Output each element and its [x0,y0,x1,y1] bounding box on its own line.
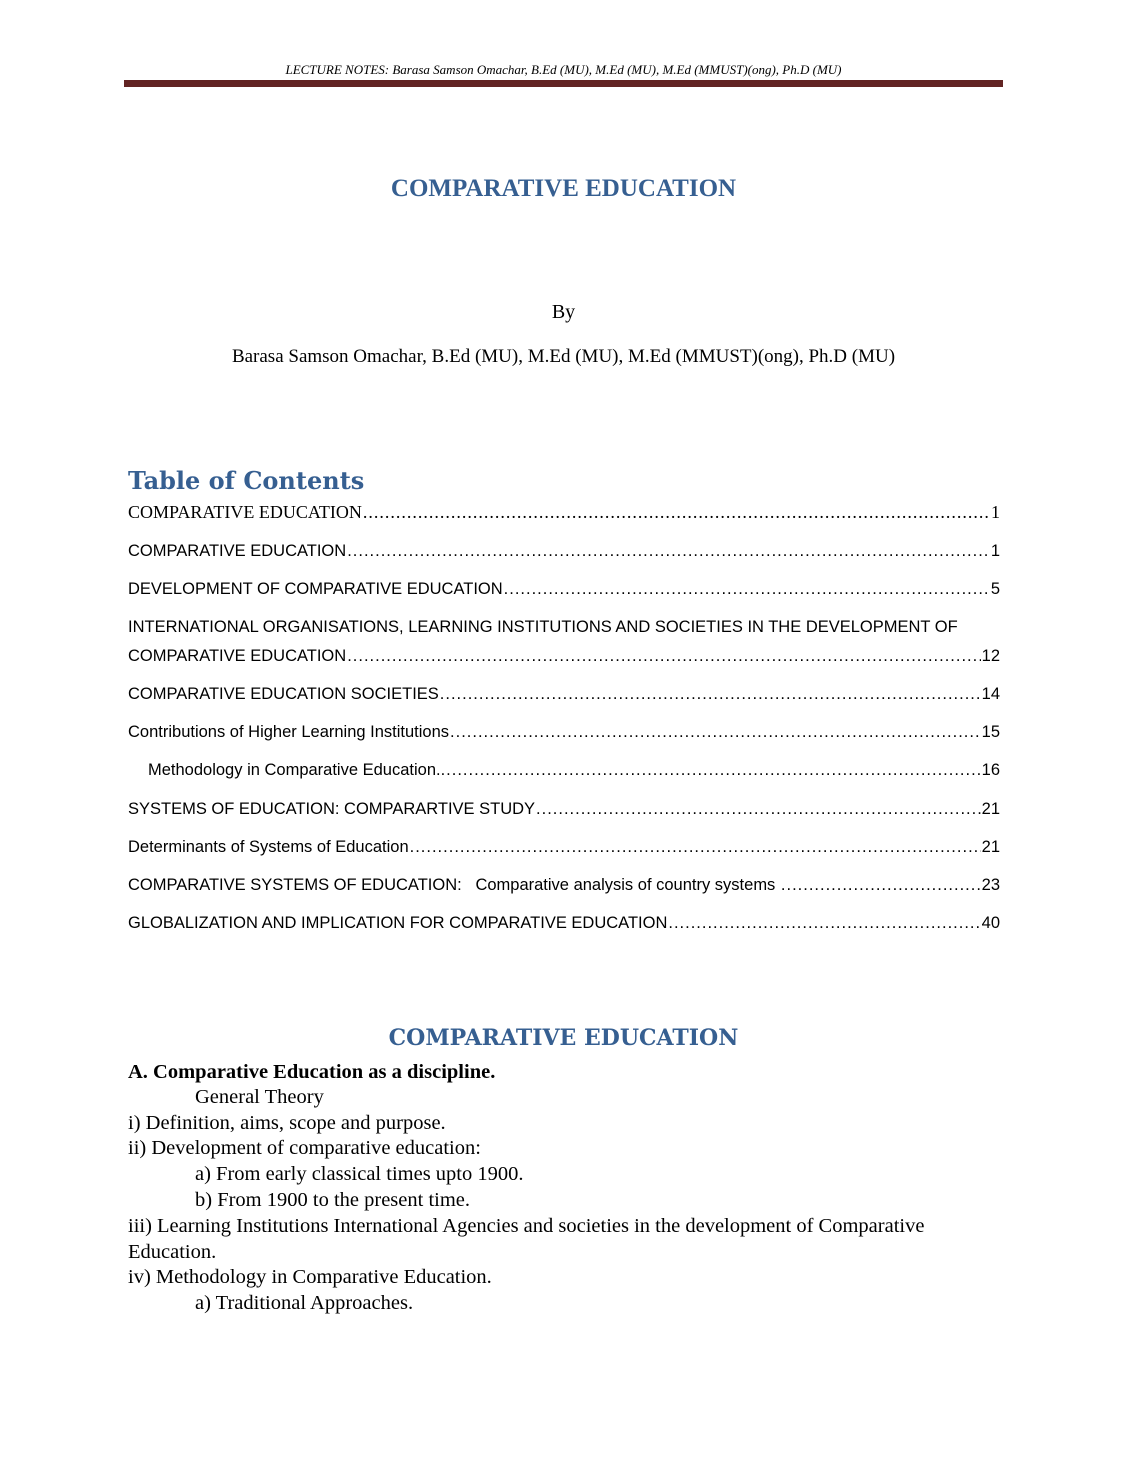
toc-entry-label: DEVELOPMENT OF COMPARATIVE EDUCATION [128,580,503,598]
toc-leader [347,645,980,667]
toc-entry-label: SYSTEMS OF EDUCATION: COMPARARTIVE STUDY [128,800,536,818]
toc-entry-label: COMPARATIVE EDUCATION [128,647,347,665]
toc-leader [410,836,981,858]
toc-entry-page: 16 [981,761,1000,779]
toc-leader [440,683,981,705]
section-heading: COMPARATIVE EDUCATION [388,1025,739,1051]
toc-entry-page: 12 [981,647,1000,665]
toc-leader [347,540,990,562]
body-line: ii) Development of comparative education: [128,1137,481,1159]
toc-entry-page: 5 [990,580,1000,598]
toc-entry[interactable] [128,683,1000,705]
toc-entry-page: 40 [981,914,1000,932]
body-line-heading: A. Comparative Education as a discipline. [128,1061,496,1083]
body-line: i) Definition, aims, scope and purpose. [128,1112,446,1134]
toc-entry-label: COMPARATIVE EDUCATION [128,542,347,560]
body-line: a) From early classical times upto 1900. [195,1163,524,1185]
toc-leader [450,721,981,743]
toc-leader [668,912,980,934]
toc-entry-page: 1 [990,542,1000,560]
body-line: iv) Methodology in Comparative Education. [128,1266,492,1288]
toc-entry[interactable] [128,578,1000,600]
toc-entry[interactable] [128,798,1000,820]
toc-entry-label: COMPARATIVE EDUCATION SOCIETIES [128,685,439,703]
document-title: COMPARATIVE EDUCATION [390,175,737,202]
body-line: iii) Learning Institutions International Agencies and societies in the development of Comparative [128,1215,925,1237]
toc-entry-page: 21 [981,800,1000,818]
author-credentials: Barasa Samson Omachar, B.Ed (MU), M.Ed (MU), M.Ed (MMUST)(ong), Ph.D (MU) [231,346,896,367]
toc-entry[interactable] [128,501,1000,523]
toc-entry-label-line1[interactable]: INTERNATIONAL ORGANISATIONS, LEARNING INSTITUTIONS AND SOCIETIES IN THE DEVELOPMENT OF [128,618,958,636]
toc-entry-page: 1 [991,502,1000,522]
toc-entry[interactable] [128,645,1000,667]
body-line: b) From 1900 to the present time. [195,1189,470,1211]
toc-leader [504,578,990,600]
toc-entry-page: 15 [981,723,1000,741]
toc-entry-label: Determinants of Systems of Education [128,838,409,856]
toc-entry-page: 23 [981,876,1000,894]
toc-entry[interactable] [128,540,1000,562]
toc-leader [781,874,981,896]
toc-entry-label: COMPARATIVE SYSTEMS OF EDUCATION: Comparative analysis of country systems [128,876,780,894]
toc-entry-page: 14 [981,685,1000,703]
toc-entry[interactable] [128,721,1000,743]
by-line: By [551,301,576,323]
toc-entry-label: GLOBALIZATION AND IMPLICATION FOR COMPARATIVE EDUCATION [128,914,668,932]
toc-leader [363,501,990,523]
toc-entry-label: Methodology in Comparative Education.. [148,761,446,779]
toc-entry-page: 21 [981,838,1000,856]
toc-heading: Table of Contents [128,466,365,495]
toc-entry[interactable] [128,874,1000,896]
toc-entry-label: Contributions of Higher Learning Institutions [128,723,450,741]
body-line: a) Traditional Approaches. [195,1292,414,1314]
toc-leader [536,798,981,820]
body-line: General Theory [195,1086,324,1108]
toc-entry[interactable] [128,759,1000,781]
toc-entry[interactable] [128,836,1000,858]
header-rule [124,80,1003,87]
toc-leader [446,759,980,781]
toc-entry-label: COMPARATIVE EDUCATION [128,502,362,522]
running-header: LECTURE NOTES: Barasa Samson Omachar, B.Ed (MU), M.Ed (MU), M.Ed (MMUST)(ong), Ph.D (MU) [285,62,842,77]
toc-entry[interactable] [128,912,1000,934]
body-line: Education. [128,1241,217,1263]
